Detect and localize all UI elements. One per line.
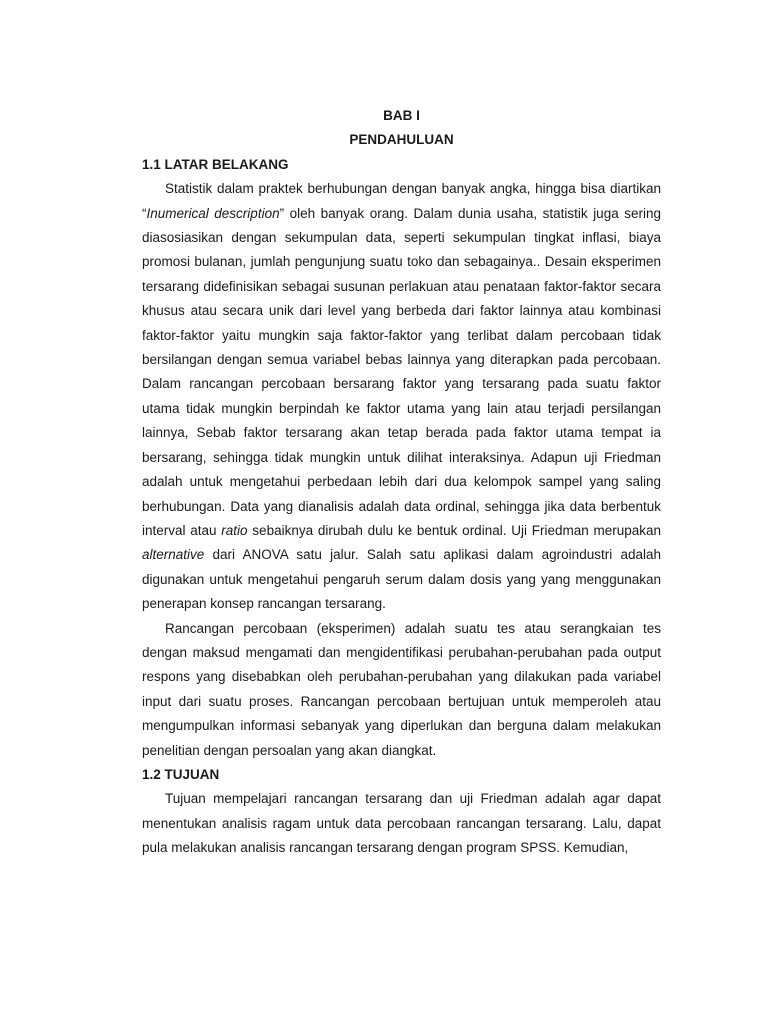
text-span: Rancangan percobaan (eksperimen) adalah suatu tes atau serangkaian tes dengan maksud mengamati dan mengidentifikasi perubahan-perubahan pada output respons yang disebabkan oleh perubahan-perubahan yang dilakukan pada variabel input dari suatu proses. Rancangan percobaan bertujuan untuk memperoleh atau mengumpulkan informasi sebanyak yang diperlukan dan berguna dalam melakukan penelitian dengan persoalan yang akan diangkat. bbox=[142, 620, 661, 758]
text-span: sebaiknya dirubah dulu ke bentuk ordinal. Uji Friedman merupakan bbox=[247, 522, 662, 538]
italic-term: Inumerical description bbox=[146, 205, 280, 221]
section-heading-tujuan: 1.2 TUJUAN bbox=[142, 766, 220, 782]
paragraph-latar-belakang-1 bbox=[142, 177, 661, 616]
paragraph-tujuan-1 bbox=[142, 787, 661, 860]
text-span: Tujuan mempelajari rancangan tersarang dan uji Friedman adalah agar dapat menentukan analisis ragam untuk data percobaan rancangan tersarang. Lalu, dapat pula melakukan analisis rancangan tersarang dengan program SPSS. Kemudian, bbox=[142, 791, 661, 856]
italic-term: alternative bbox=[142, 547, 205, 563]
paragraph-latar-belakang-2 bbox=[142, 617, 661, 763]
document-body bbox=[142, 104, 661, 861]
text-span: Statistik dalam praktek berhubungan dengan banyak angka, hingga bisa diartikan “ bbox=[142, 181, 661, 221]
chapter-title: PENDAHULUAN bbox=[349, 132, 454, 148]
italic-term: ratio bbox=[221, 522, 248, 538]
chapter-label: BAB I bbox=[383, 108, 420, 123]
section-heading-latar-belakang: 1.1 LATAR BELAKANG bbox=[142, 156, 289, 172]
text-span: ” oleh banyak orang. Dalam dunia usaha, statistik juga sering diasosiasikan dengan sekumpulan data, seperti sekumpulan tingkat inflasi, biaya promosi bulanan, jumlah pengunjung suatu toko dan sebagainya.. Desain eksperimen tersarang didefinisikan sebagai susunan perlakuan atau penataan faktor-faktor secara khusus atau secara unik dari level yang berbeda dari faktor lainnya atau kombinasi faktor-faktor yaitu mungkin saja faktor-faktor yang terlibat dalam percobaan tidak bersilangan dengan semua variabel bebas lainnya yang diterapkan pada percobaan. Dalam rancangan percobaan bersarang faktor yang tersarang pada suatu faktor utama tidak mungkin berpindah ke faktor utama yang lain atau terjadi persilangan lainnya, Sebab faktor tersarang akan tetap berada pada faktor utama tempat ia bersarang, sehingga tidak mungkin untuk dilihat interaksinya. Adapun uji Friedman adalah untuk mengetahui perbedaan lebih dari dua kelompok sampel yang saling berhubungan. Data yang dianalisis adalah data ordinal, sehingga jika data berbentuk interval atau bbox=[142, 205, 662, 538]
text-span: dari ANOVA satu jalur. Salah satu aplikasi dalam agroindustri adalah digunakan untuk mengetahui pengaruh serum dalam dosis yang yang menggunakan penerapan konsep rancangan tersarang. bbox=[142, 547, 661, 612]
